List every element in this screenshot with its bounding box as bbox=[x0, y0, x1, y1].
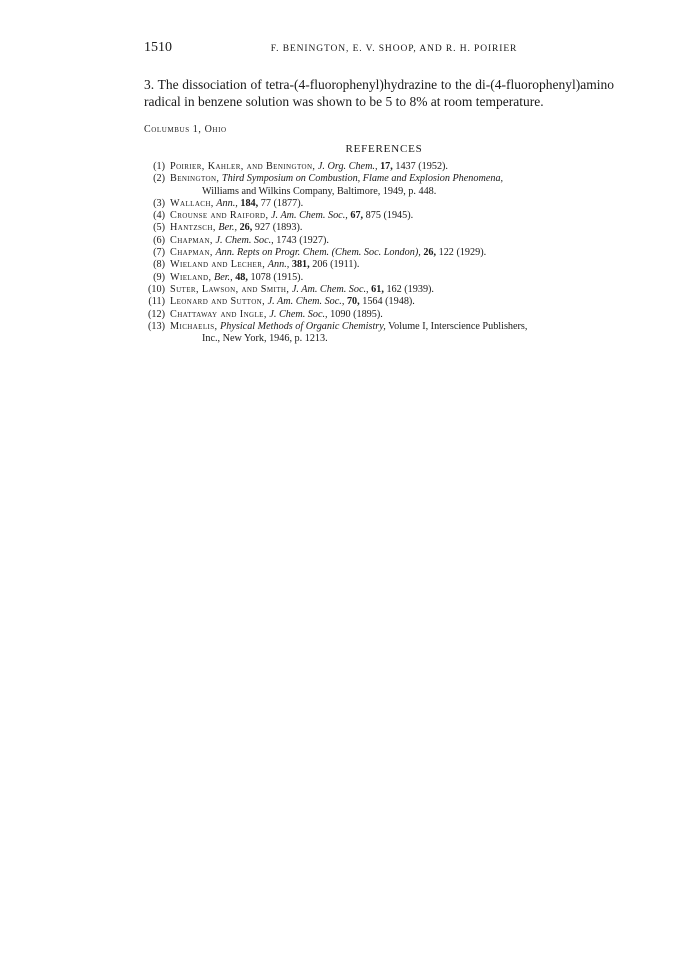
page-number: 1510 bbox=[144, 40, 172, 55]
reference-journal: Physical Methods of Organic Chemistry, bbox=[220, 320, 386, 332]
reference-item bbox=[144, 235, 614, 247]
reference-body bbox=[170, 259, 614, 271]
reference-authors: Chapman, bbox=[170, 234, 213, 246]
reference-number: (3) bbox=[153, 197, 165, 209]
running-header bbox=[144, 40, 614, 62]
reference-journal: J. Am. Chem. Soc., bbox=[271, 210, 348, 222]
reference-continuation: Williams and Wilkins Company, Baltimore, 1949, p. 448. bbox=[202, 185, 437, 197]
reference-details: 206 (1911). bbox=[312, 259, 360, 271]
reference-journal: J. Chem. Soc., bbox=[269, 308, 328, 320]
reference-number: (7) bbox=[153, 247, 165, 259]
reference-list bbox=[144, 161, 614, 345]
reference-authors: Poirier, Kahler, and Benington, bbox=[170, 161, 316, 172]
reference-number: (9) bbox=[153, 271, 165, 283]
reference-details: 122 (1929). bbox=[438, 247, 487, 259]
reference-item bbox=[144, 321, 614, 346]
reference-body bbox=[170, 198, 614, 210]
reference-body bbox=[170, 272, 614, 284]
journal-page bbox=[144, 40, 614, 345]
reference-volume: 70, bbox=[346, 296, 360, 308]
reference-authors: Crounse and Raiford, bbox=[170, 210, 269, 222]
reference-volume: 381, bbox=[291, 259, 310, 271]
reference-authors: Chattaway and Ingle, bbox=[170, 308, 267, 320]
reference-volume: 26, bbox=[423, 247, 437, 259]
reference-body bbox=[170, 284, 614, 296]
reference-details: 1743 (1927). bbox=[276, 234, 329, 246]
reference-body bbox=[170, 161, 614, 173]
reference-number: (12) bbox=[148, 308, 165, 320]
reference-journal: J. Am. Chem. Soc., bbox=[267, 296, 345, 308]
reference-number: (6) bbox=[153, 234, 165, 246]
reference-volume: 61, bbox=[371, 283, 384, 295]
reference-details: 162 (1939). bbox=[386, 283, 434, 295]
reference-item bbox=[144, 222, 614, 234]
reference-volume: 26, bbox=[239, 222, 253, 234]
reference-volume: 17, bbox=[380, 161, 393, 172]
reference-item bbox=[144, 210, 614, 222]
reference-body bbox=[170, 296, 614, 308]
reference-authors: Benington, bbox=[170, 173, 220, 185]
reference-journal: Ann. Repts on Progr. Chem. (Chem. Soc. London), bbox=[215, 247, 421, 259]
reference-body bbox=[170, 222, 614, 234]
reference-authors: Hantzsch, bbox=[170, 222, 216, 234]
reference-number: (2) bbox=[153, 173, 165, 185]
reference-authors: Leonard and Sutton, bbox=[170, 296, 266, 308]
reference-journal: Ber., bbox=[218, 222, 238, 234]
reference-item bbox=[144, 173, 614, 198]
reference-journal: Third Symposium on Combustion, Flame and Explosion Phenomena, bbox=[221, 173, 504, 185]
reference-item bbox=[144, 198, 614, 210]
reference-journal: J. Am. Chem. Soc., bbox=[291, 283, 369, 295]
reference-details: 1564 (1948). bbox=[362, 296, 415, 308]
reference-authors: Wallach, bbox=[170, 197, 214, 209]
reference-item bbox=[144, 161, 614, 173]
reference-details: 875 (1945). bbox=[365, 210, 414, 222]
conclusion-paragraph: 3. The dissociation of tetra-(4-fluorophenyl)hydrazine to the di-(4-fluorophenyl)amino radical in benzene solution was shown to be 5 to 8% at room temperature. bbox=[144, 77, 614, 109]
reference-authors: Wieland and Lecher, bbox=[170, 259, 266, 271]
reference-item bbox=[144, 247, 614, 259]
reference-continuation: Inc., New York, 1946, p. 1213. bbox=[202, 333, 328, 345]
reference-volume: 184, bbox=[240, 197, 259, 209]
reference-details: Volume I, Interscience Publishers, bbox=[388, 320, 528, 332]
reference-details: 1437 (1952). bbox=[395, 161, 448, 172]
reference-details: 77 (1877). bbox=[260, 197, 304, 209]
running-head-authors: F. BENINGTON, E. V. SHOOP, AND R. H. POIRIER bbox=[270, 44, 518, 54]
reference-item bbox=[144, 309, 614, 321]
reference-item bbox=[144, 259, 614, 271]
reference-authors: Wieland, bbox=[170, 271, 212, 283]
reference-authors: Michaelis, bbox=[170, 320, 218, 332]
reference-journal: J. Chem. Soc., bbox=[215, 234, 274, 246]
reference-body bbox=[170, 321, 614, 346]
reference-number: (5) bbox=[153, 222, 165, 234]
reference-number: (8) bbox=[153, 259, 165, 271]
reference-body bbox=[170, 210, 614, 222]
reference-volume: 67, bbox=[350, 210, 364, 222]
reference-number: (13) bbox=[148, 320, 165, 332]
reference-authors: Suter, Lawson, and Smith, bbox=[170, 283, 290, 295]
reference-number: (1) bbox=[153, 161, 165, 172]
reference-journal: Ber., bbox=[213, 271, 233, 283]
author-location: Columbus 1, Ohio bbox=[144, 124, 227, 135]
reference-item bbox=[144, 272, 614, 284]
reference-details: 1090 (1895). bbox=[330, 308, 383, 320]
reference-journal: Ann., bbox=[216, 197, 238, 209]
reference-body bbox=[170, 173, 614, 198]
reference-body bbox=[170, 309, 614, 321]
reference-journal: J. Org. Chem., bbox=[317, 161, 378, 172]
reference-item bbox=[144, 284, 614, 296]
reference-journal: Ann., bbox=[267, 259, 290, 271]
reference-number: (10) bbox=[148, 283, 165, 295]
references-heading: REFERENCES bbox=[345, 143, 423, 155]
reference-number: (11) bbox=[148, 296, 165, 308]
reference-authors: Chapman, bbox=[170, 247, 213, 259]
reference-item bbox=[144, 296, 614, 308]
reference-details: 927 (1893). bbox=[254, 222, 303, 234]
reference-number: (4) bbox=[153, 210, 165, 222]
reference-body bbox=[170, 235, 614, 247]
reference-details: 1078 (1915). bbox=[250, 271, 304, 283]
reference-body bbox=[170, 247, 614, 259]
reference-volume: 48, bbox=[235, 271, 248, 283]
